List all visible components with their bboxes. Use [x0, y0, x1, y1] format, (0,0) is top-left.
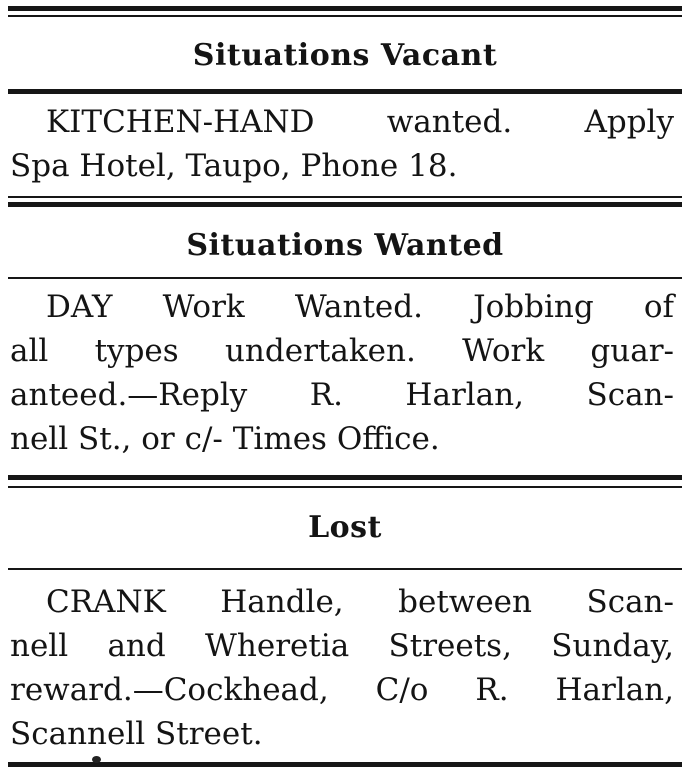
- separator-rule-thin: [8, 486, 682, 488]
- ad-line: reward.—Cockhead, C/o R. Harlan,: [10, 672, 674, 708]
- ad-kitchen-hand: [10, 100, 674, 188]
- ad-line: Spa Hotel, Taupo, Phone 18.: [10, 148, 458, 184]
- ad-line: nell and Wheretia Streets, Sunday,: [10, 628, 674, 664]
- ad-line: Scannell Street.: [10, 716, 263, 752]
- separator-rule-thin: [8, 196, 682, 198]
- heading-lost: Lost: [308, 510, 382, 545]
- section-rule-lost: [8, 568, 682, 570]
- ad-line: DAY Work Wanted. Jobbing of: [46, 289, 674, 325]
- section-rule-wanted: [8, 277, 682, 279]
- ad-line: KITCHEN-HAND wanted. Apply: [46, 104, 674, 140]
- separator-rule-thick: [8, 475, 682, 480]
- ad-line: CRANK Handle, between Scan-: [46, 584, 674, 620]
- ad-line: anteed.—Reply R. Harlan, Scan-: [10, 377, 674, 413]
- ad-line: all types undertaken. Work guar-: [10, 333, 674, 369]
- separator-rule-thick: [8, 202, 682, 207]
- bottom-rule: [8, 762, 682, 767]
- top-rule-thick: [8, 6, 682, 11]
- top-rule-thin: [8, 15, 682, 17]
- heading-situations-wanted: Situations Wanted: [186, 228, 504, 263]
- ink-speck: [92, 756, 101, 763]
- ad-crank-handle: [10, 580, 674, 756]
- section-rule-vacant: [8, 89, 682, 94]
- ad-line: nell St., or c/- Times Office.: [10, 421, 440, 457]
- heading-situations-vacant: Situations Vacant: [192, 38, 498, 73]
- ad-day-work: [10, 285, 674, 461]
